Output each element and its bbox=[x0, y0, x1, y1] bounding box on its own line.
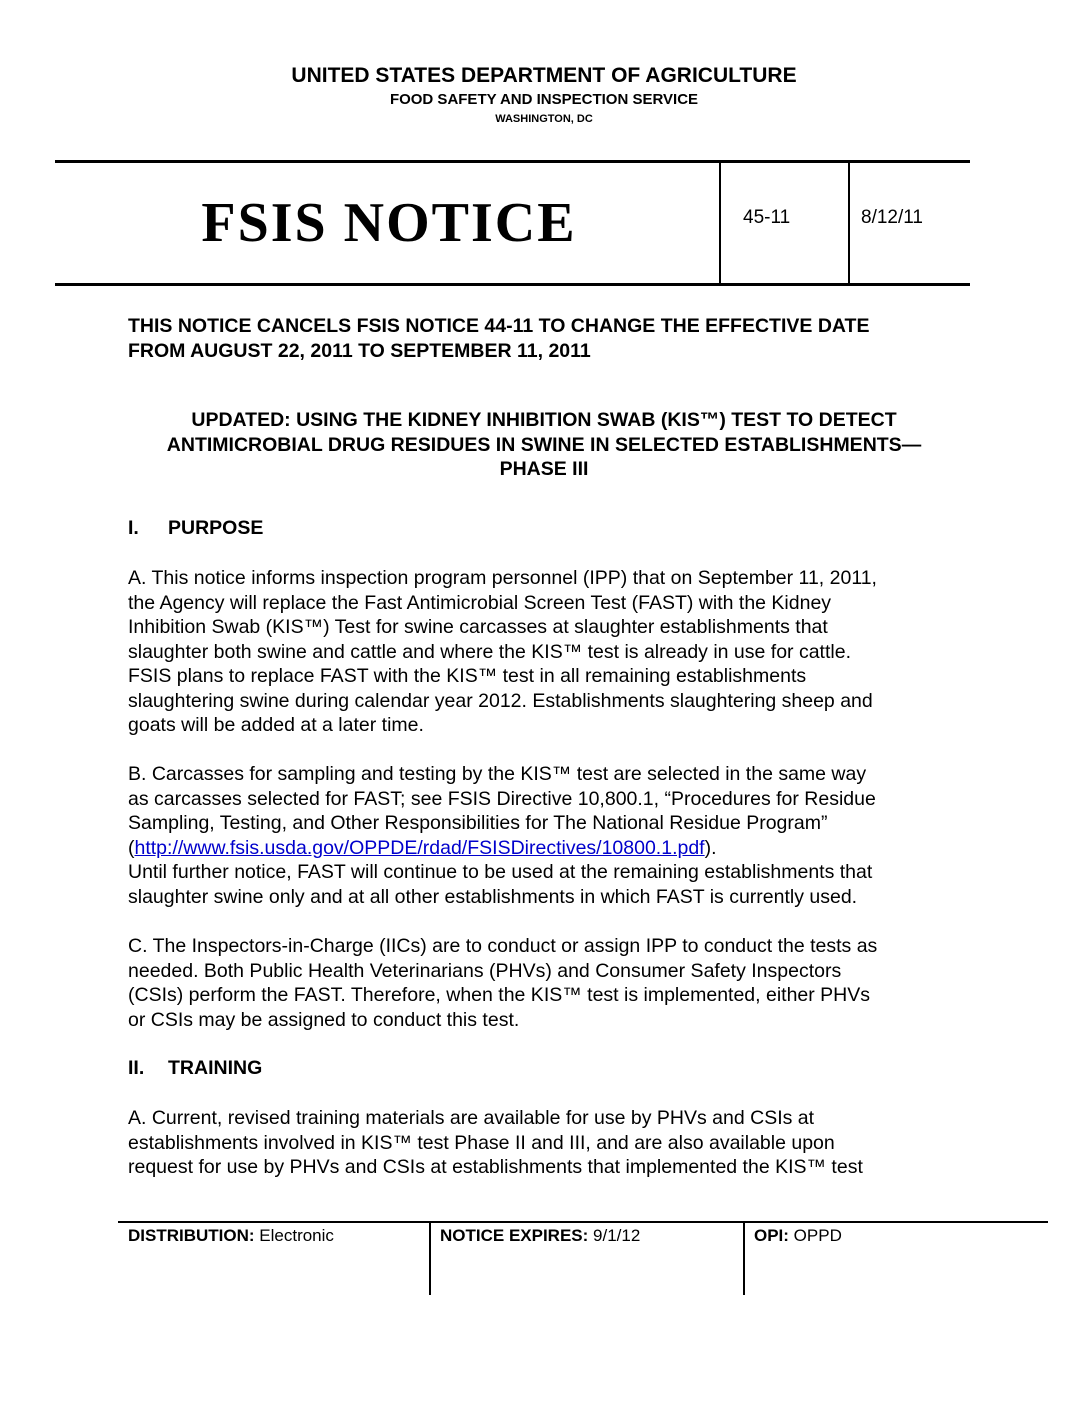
text-line: Inhibition Swab (KIS™) Test for swine carcasses at slaughter establishments that bbox=[128, 616, 828, 638]
notice-title: FSIS NOTICE bbox=[201, 192, 577, 254]
cancel-line: THIS NOTICE CANCELS FSIS NOTICE 44-11 TO CHANGE THE EFFECTIVE DATE bbox=[128, 315, 870, 337]
title-divider bbox=[848, 163, 850, 283]
text-line: request for use by PHVs and CSIs at establishments that implemented the KIS™ test bbox=[128, 1156, 863, 1178]
notice-date: 8/12/11 bbox=[861, 207, 923, 228]
text-line: as carcasses selected for FAST; see FSIS Directive 10,800.1, “Procedures for Residue bbox=[128, 787, 876, 810]
subject-line: PHASE III bbox=[499, 458, 589, 480]
footer-divider bbox=[429, 1223, 431, 1295]
distribution-label: DISTRIBUTION: bbox=[128, 1226, 255, 1245]
text-line: C. The Inspectors-in-Charge (IICs) are to conduct or assign IPP to conduct the tests as bbox=[128, 935, 878, 957]
title-block bbox=[55, 160, 970, 286]
text-line: goats will be added at a later time. bbox=[128, 714, 424, 736]
section-number: I. bbox=[128, 517, 139, 539]
text-line: A. Current, revised training materials are available for use by PHVs and CSIs at bbox=[128, 1107, 815, 1129]
footer-rule bbox=[118, 1221, 1048, 1223]
paragraph-purpose-b bbox=[128, 762, 958, 909]
footer-expires bbox=[440, 1226, 640, 1246]
subject-line: ANTIMICROBIAL DRUG RESIDUES IN SWINE IN SELECTED ESTABLISHMENTS— bbox=[166, 433, 922, 456]
location: WASHINGTON, DC bbox=[495, 113, 593, 125]
subject-line: UPDATED: USING THE KIDNEY INHIBITION SWAB (KIS™) TEST TO DETECT bbox=[191, 409, 897, 431]
text-line: establishments involved in KIS™ test Phase II and III, and are also available upon bbox=[128, 1131, 835, 1154]
title-cell bbox=[55, 163, 719, 283]
text-line: slaughtering swine during calendar year 2012. Establishments slaughtering sheep and bbox=[128, 689, 873, 712]
footer-distribution bbox=[128, 1226, 334, 1246]
text-line: slaughter both swine and cattle and where the KIS™ test is already in use for cattle. bbox=[128, 640, 851, 663]
text-line: Sampling, Testing, and Other Responsibilities for The National Residue Program” bbox=[128, 812, 828, 834]
text-line: A. This notice informs inspection program personnel (IPP) that on September 11, 2011, bbox=[128, 567, 877, 589]
paren-open: ( bbox=[128, 836, 135, 859]
text-line: the Agency will replace the Fast Antimicrobial Screen Test (FAST) with the Kidney bbox=[128, 591, 832, 614]
link-line bbox=[128, 836, 958, 861]
section-number: II. bbox=[128, 1057, 145, 1079]
expires-label: NOTICE EXPIRES: bbox=[440, 1226, 589, 1245]
title-divider bbox=[719, 163, 721, 283]
opi-value: OPPD bbox=[788, 1226, 842, 1245]
agency-name: UNITED STATES DEPARTMENT OF AGRICULTURE bbox=[291, 64, 797, 87]
expires-value: 9/1/12 bbox=[588, 1226, 641, 1245]
text-line: or CSIs may be assigned to conduct this test. bbox=[128, 1008, 520, 1031]
section-title: PURPOSE bbox=[168, 517, 264, 539]
text-line: needed. Both Public Health Veterinarians (PHVs) and Consumer Safety Inspectors bbox=[128, 959, 842, 982]
service-name: FOOD SAFETY AND INSPECTION SERVICE bbox=[389, 91, 699, 108]
distribution-value: Electronic bbox=[254, 1226, 334, 1245]
paragraph-purpose-c bbox=[128, 934, 958, 1032]
section-heading-purpose bbox=[128, 516, 958, 541]
opi-label: OPI: bbox=[754, 1226, 789, 1245]
cancel-line: FROM AUGUST 22, 2011 TO SEPTEMBER 11, 2011 bbox=[128, 339, 591, 362]
text-line: (CSIs) perform the FAST. Therefore, when the KIS™ test is implemented, either PHVs bbox=[128, 984, 871, 1006]
text-line: B. Carcasses for sampling and testing by the KIS™ test are selected in the same way bbox=[128, 763, 867, 785]
directive-link[interactable]: http://www.fsis.usda.gov/OPPDE/rdad/FSISDirectives/10800.1.pdf bbox=[134, 836, 705, 859]
section-title: TRAINING bbox=[168, 1057, 263, 1079]
cancel-notice bbox=[128, 314, 958, 363]
paragraph-purpose-a bbox=[128, 566, 958, 738]
text-line: Until further notice, FAST will continue to be used at the remaining establishments that bbox=[128, 861, 873, 883]
footer-divider bbox=[743, 1223, 745, 1295]
text-line: slaughter swine only and at all other establishments in which FAST is currently used. bbox=[128, 885, 858, 908]
text-line: FSIS plans to replace FAST with the KIS™ test in all remaining establishments bbox=[128, 665, 807, 687]
footer-opi bbox=[754, 1226, 842, 1246]
subject-heading bbox=[100, 408, 988, 482]
notice-number: 45-11 bbox=[743, 207, 791, 228]
paren-close: ). bbox=[704, 836, 717, 859]
section-heading-training bbox=[128, 1056, 958, 1081]
paragraph-training-a bbox=[128, 1106, 958, 1180]
